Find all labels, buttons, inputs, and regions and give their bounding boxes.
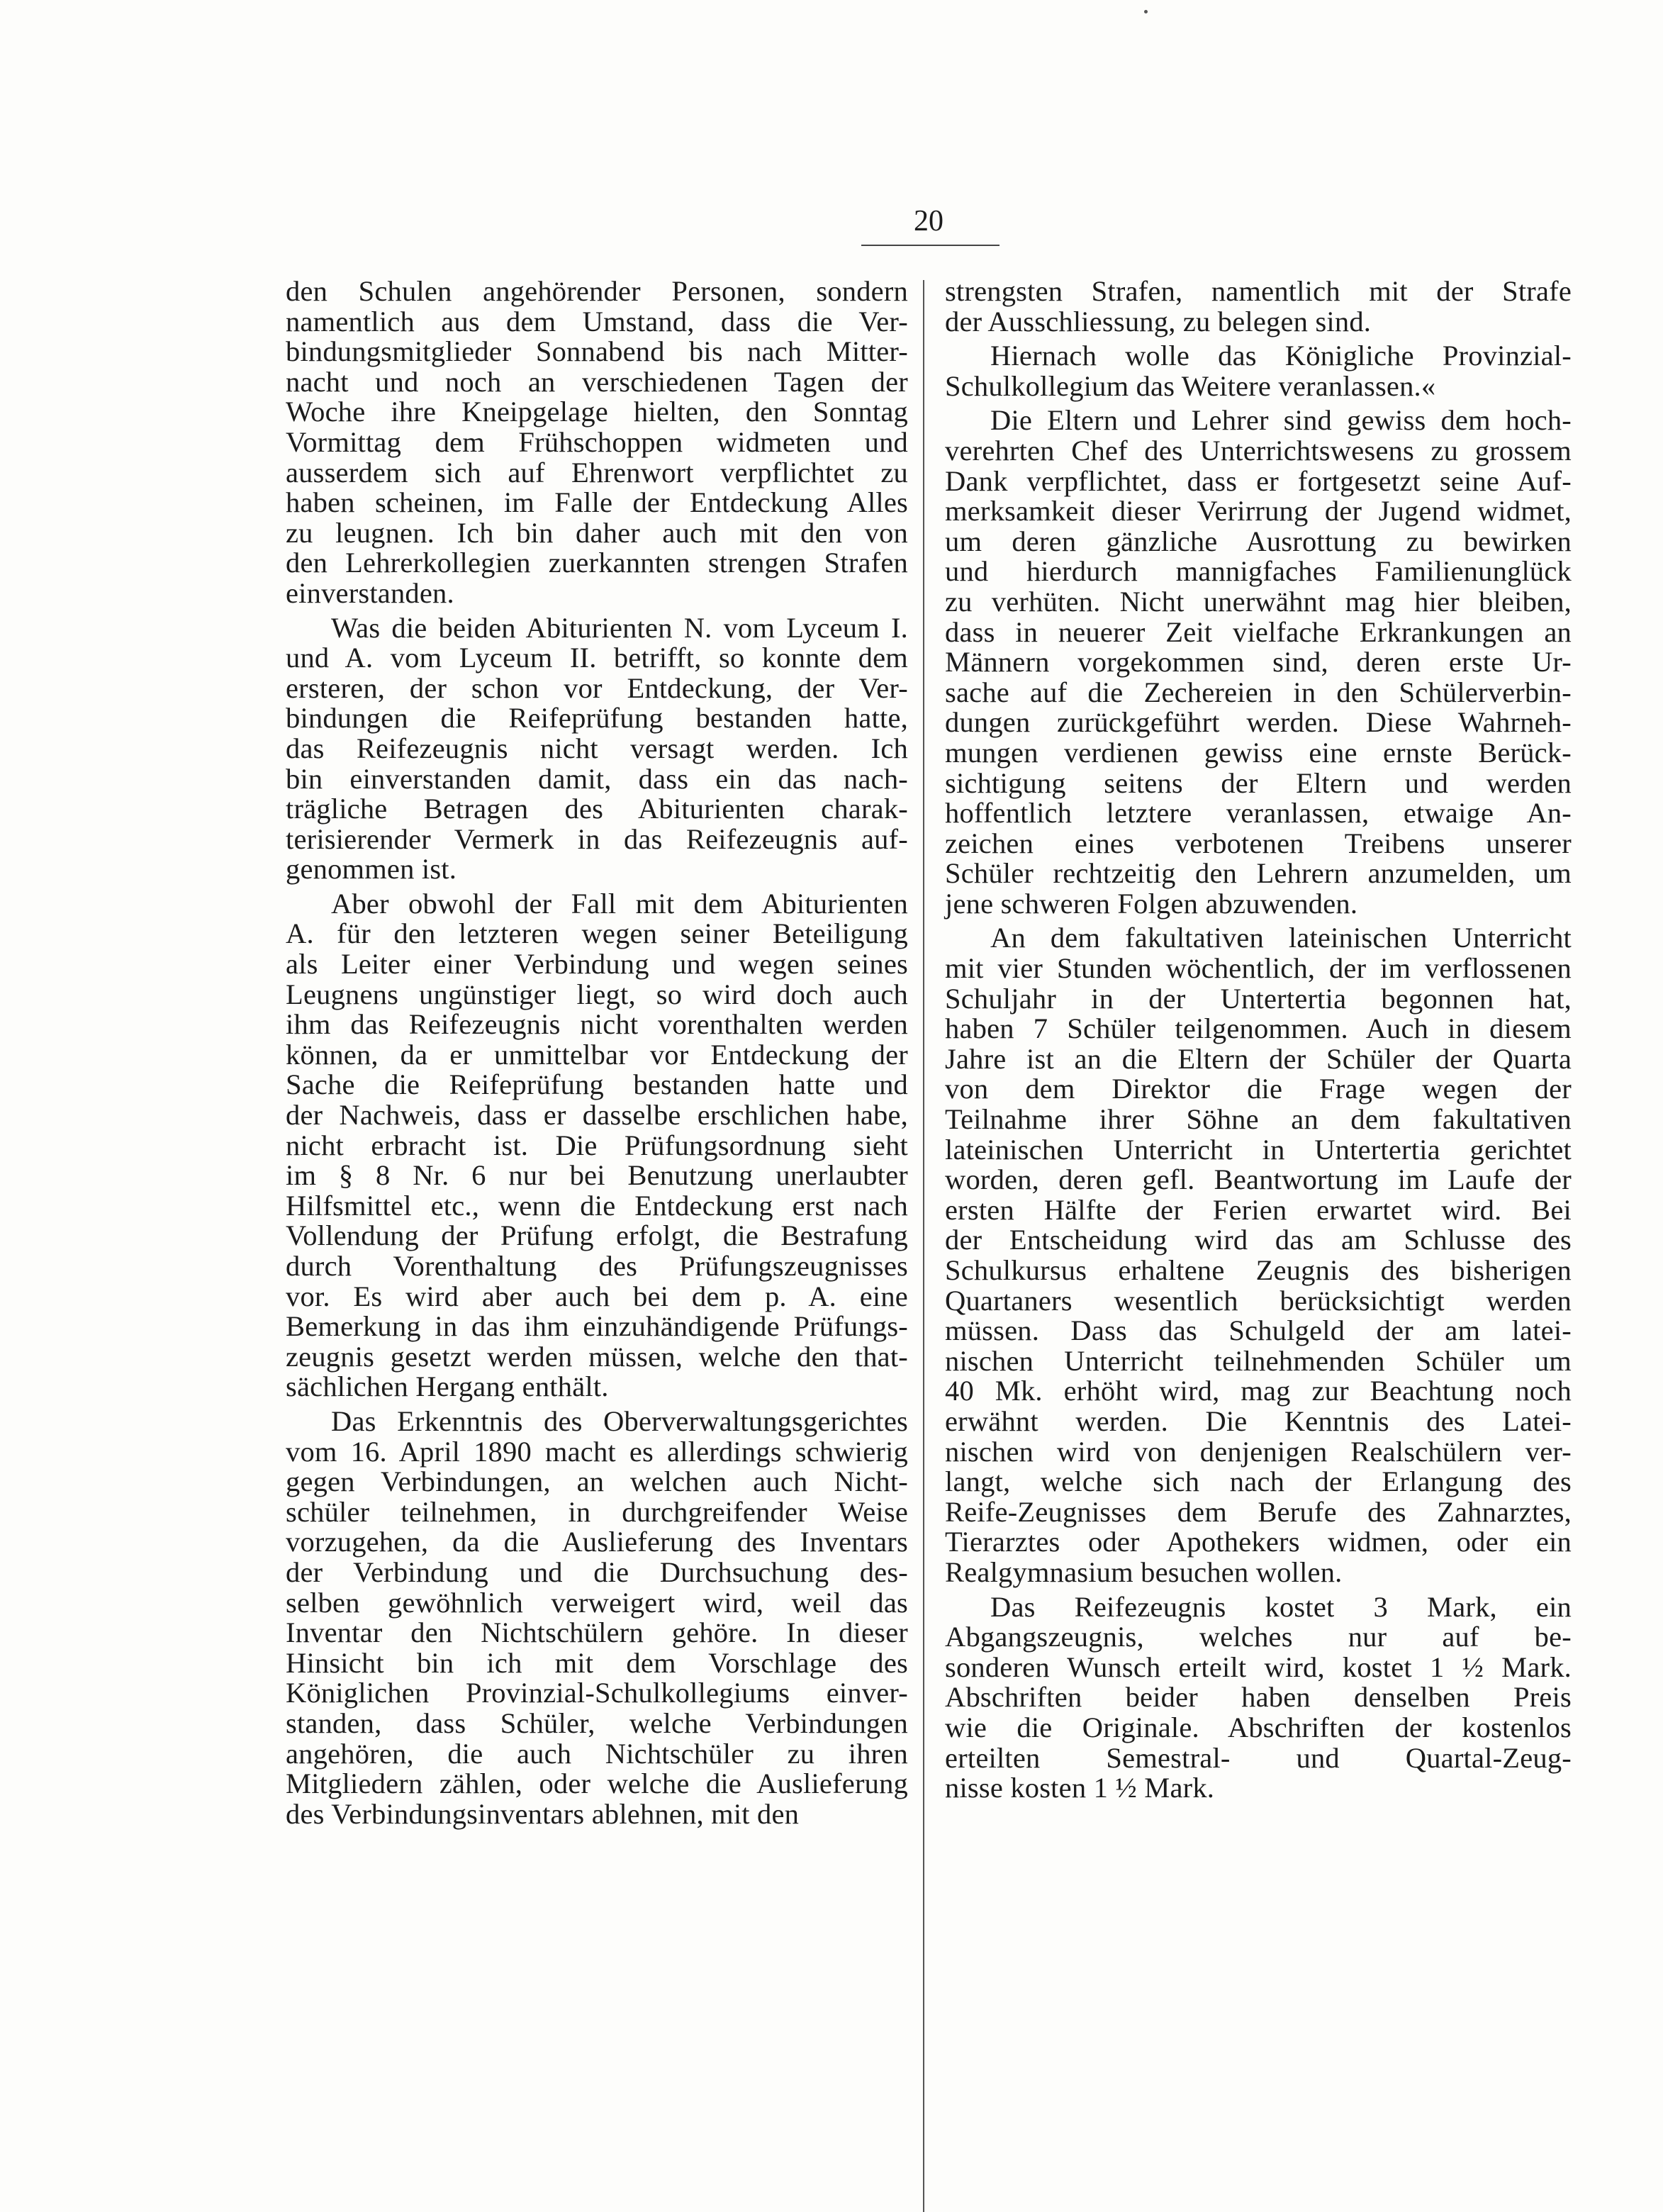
page-number-rule [861,245,1000,246]
text-line: Aber obwohl der Fall mit dem Abiturienten [331,887,908,920]
text-line: genommen ist. [286,853,457,886]
text-line: Dank verpflichtet, dass er fortgesetzt seine Auf- [945,464,1572,497]
text-line: Königlichen Provinzial-Schulkollegiums einver- [286,1677,908,1709]
text-line: zeugnis gesetzt werden müssen, welche den that- [286,1340,908,1373]
text-line: dungen zurückgeführt werden. Diese Wahrneh- [945,706,1572,739]
text-line: sonderen Wunsch erteilt wird, kostet 1 ½ Mark. [945,1650,1572,1683]
text-line: Inventar den Nichtschülern gehöre. In dieser [286,1616,908,1649]
text-line: vorzugehen, da die Auslieferung des Inventars [286,1526,908,1558]
text-line: als Leiter einer Verbindung und wegen seines [286,948,908,981]
text-line: durch Vorenthaltung des Prüfungszeugnisses [286,1250,908,1282]
text-line: der Nachweis, dass er dasselbe erschlichen habe, [286,1099,908,1132]
text-line: Die Eltern und Lehrer sind gewiss dem hoch- [990,404,1572,437]
text-line: Männern vorgekommen sind, deren erste Ur- [945,646,1572,678]
text-line: Woche ihre Kneipgelage hielten, den Sonntag [286,396,908,428]
text-line: angehören, die auch Nichtschüler zu ihren [286,1737,908,1770]
text-line: und hierdurch mannigfaches Familienunglück [945,555,1572,588]
text-line: langt, welche sich nach der Erlangung des [945,1465,1572,1498]
paragraph [945,406,1572,919]
paragraph [945,1592,1572,1804]
text-line: nisse kosten 1 ½ Mark. [945,1772,1215,1804]
text-line: ausserdem sich auf Ehrenwort verpflichtet zu [286,456,908,488]
text-line: vom 16. April 1890 macht es allerdings schwierig [286,1435,908,1468]
text-line: der Ausschliessung, zu belegen sind. [945,305,1372,337]
left-column [286,276,908,1829]
text-line: verehrten Chef des Unterrichtswesens zu grossem [945,434,1572,467]
text-line: haben scheinen, im Falle der Entdeckung Alles [286,486,908,519]
text-line: nischen wird von denjenigen Realschülern ver- [945,1435,1572,1468]
text-line: Schulkollegium das Weitere veranlassen.« [945,369,1436,402]
text-line: Mitgliedern zählen, oder welche die Auslieferung [286,1767,908,1800]
text-line: trägliche Betragen des Abiturienten charak- [286,793,908,825]
text-line: namentlich aus dem Umstand, dass die Ver- [286,305,908,337]
column-divider [923,280,924,2212]
text-line: haben 7 Schüler teilgenommen. Auch in diesem [945,1012,1572,1045]
text-line: lateinischen Unterricht in Untertertia gerichtet [945,1133,1572,1166]
text-line: erteilten Semestral- und Quartal-Zeug- [945,1741,1572,1774]
text-line: schüler teilnehmen, in durchgreifender Weise [286,1495,908,1528]
text-line: ihm das Reifezeugnis nicht vorenthalten werden [286,1008,908,1041]
text-line: mungen verdienen gewiss eine ernste Berück- [945,736,1572,769]
text-line: zeichen eines verbotenen Treibens unserer [945,827,1572,859]
text-line: und A. vom Lyceum II. betrifft, so konnte dem [286,642,908,674]
text-line: strengsten Strafen, namentlich mit der Strafe [945,275,1572,307]
text-line: gegen Verbindungen, an welchen auch Nicht- [286,1465,908,1498]
text-line: Abschriften beider haben denselben Preis [945,1681,1572,1714]
text-line: sache auf die Zechereien in den Schülerverbin- [945,676,1572,708]
text-line: bindungsmitglieder Sonnabend bis nach Mitter- [286,335,908,368]
text-line: nicht erbracht ist. Die Prüfungsordnung sieht [286,1129,908,1161]
paragraph [945,923,1572,1587]
paragraph [945,276,1572,337]
text-line: bindungen die Reifeprüfung bestanden hatte, [286,702,908,734]
text-line: Hiernach wolle das Königliche Provinzial- [990,340,1572,372]
text-line: Schuljahr in der Untertertia begonnen hat, [945,982,1572,1015]
text-line: zu verhüten. Nicht unerwähnt mag hier bleiben, [945,585,1572,618]
text-line: den Lehrerkollegien zuerkannten strengen Strafen [286,547,908,579]
text-line: sächlichen Hergang enthält. [286,1370,609,1403]
text-line: wie die Originale. Abschriften der kostenlos [945,1711,1572,1743]
text-line: erwähnt werden. Die Kenntnis des Latei- [945,1404,1572,1437]
text-line: Abgangszeugnis, welches nur auf be- [945,1621,1572,1653]
text-line: mit vier Stunden wöchentlich, der im verflossenen [945,952,1572,985]
text-line: des Verbindungsinventars ablehnen, mit den [286,1797,800,1830]
text-line: nischen Unterricht teilnehmenden Schüler um [945,1344,1572,1377]
text-line: selben gewöhnlich verweigert wird, weil das [286,1586,908,1619]
text-line: Schüler rechtzeitig den Lehrern anzumelden, um [945,857,1572,890]
text-line: sichtigung seitens der Eltern und werden [945,766,1572,799]
text-line: 40 Mk. erhöht wird, mag zur Beachtung noch [945,1375,1572,1407]
right-column [945,276,1572,1804]
text-line: Reife-Zeugnisses dem Berufe des Zahnarztes, [945,1495,1572,1528]
print-speck [1144,10,1148,13]
text-line: einverstanden. [286,576,454,609]
text-line: Hilfsmittel etc., wenn die Entdeckung erst nach [286,1189,908,1222]
text-line: das Reifezeugnis nicht versagt werden. Ich [286,732,908,764]
text-line: Realgymnasium besuchen wollen. [945,1555,1343,1588]
paragraph [286,889,908,1402]
page-number: 20 [914,205,944,238]
text-line: merksamkeit dieser Verirrung der Jugend widmet, [945,495,1572,527]
text-line: zu leugnen. Ich bin daher auch mit den von [286,516,908,549]
text-line: Sache die Reifeprüfung bestanden hatte und [286,1068,908,1101]
text-line: Was die beiden Abiturienten N. vom Lyceum I. [331,611,908,644]
text-line: Vollendung der Prüfung erfolgt, die Bestrafung [286,1219,908,1252]
text-line: Das Reifezeugnis kostet 3 Mark, ein [990,1590,1572,1623]
text-line: können, da er unmittelbar vor Entdeckung der [286,1038,908,1071]
text-line: um deren gänzliche Ausrottung zu bewirken [945,525,1572,557]
text-line: Leugnens ungünstiger liegt, so wird doch auch [286,978,908,1010]
text-line: den Schulen angehörender Personen, sondern [286,275,908,307]
paragraph [286,613,908,885]
text-line: Vormittag dem Frühschoppen widmeten und [286,425,908,458]
text-line: Jahre ist an die Eltern der Schüler der Quarta [945,1042,1572,1075]
text-line: Schulkursus erhaltene Zeugnis des bisherigen [945,1254,1572,1286]
paragraph [286,1404,908,1830]
text-line: Quartaners wesentlich berücksichtigt werden [945,1284,1572,1317]
text-line: bin einverstanden damit, dass ein das nach- [286,762,908,795]
text-line: Bemerkung in das ihm einzuhändigende Prüfungs- [286,1310,908,1343]
text-line: der Verbindung und die Durchsuchung des- [286,1555,908,1588]
text-line: worden, deren gefl. Beantwortung im Laufe der [945,1163,1572,1196]
paragraph [286,276,908,609]
text-line: A. für den letzteren wegen seiner Beteiligung [286,917,908,950]
text-line: standen, dass Schüler, welche Verbindungen [286,1707,908,1739]
text-line: jene schweren Folgen abzuwenden. [945,887,1358,920]
text-line: ersteren, der schon vor Entdeckung, der Ver- [286,671,908,704]
paragraph [945,341,1572,401]
text-line: vor. Es wird aber auch bei dem p. A. eine [286,1280,908,1312]
text-line: An dem fakultativen lateinischen Unterricht [990,922,1572,954]
text-line: im § 8 Nr. 6 nur bei Benutzung unerlaubter [286,1159,908,1192]
text-line: Hinsicht bin ich mit dem Vorschlage des [286,1646,908,1679]
text-line: Teilnahme ihrer Söhne an dem fakultativen [945,1103,1572,1136]
text-line: Tierarztes oder Apothekers widmen, oder ein [945,1526,1572,1558]
text-line: terisierender Vermerk in das Reifezeugnis auf- [286,822,908,855]
text-line: nacht und noch an verschiedenen Tagen der [286,365,908,398]
text-line: müssen. Dass das Schulgeld der am latei- [945,1314,1572,1347]
text-line: der Entscheidung wird das am Schlusse des [945,1224,1572,1256]
text-line: ersten Hälfte der Ferien erwartet wird. Bei [945,1193,1572,1226]
text-line: Das Erkenntnis des Oberverwaltungsgerichtes [331,1404,908,1437]
text-line: hoffentlich letztere veranlassen, etwaige An- [945,797,1572,830]
text-line: von dem Direktor die Frage wegen der [945,1073,1572,1105]
text-line: dass in neuerer Zeit vielfache Erkrankungen an [945,615,1572,648]
